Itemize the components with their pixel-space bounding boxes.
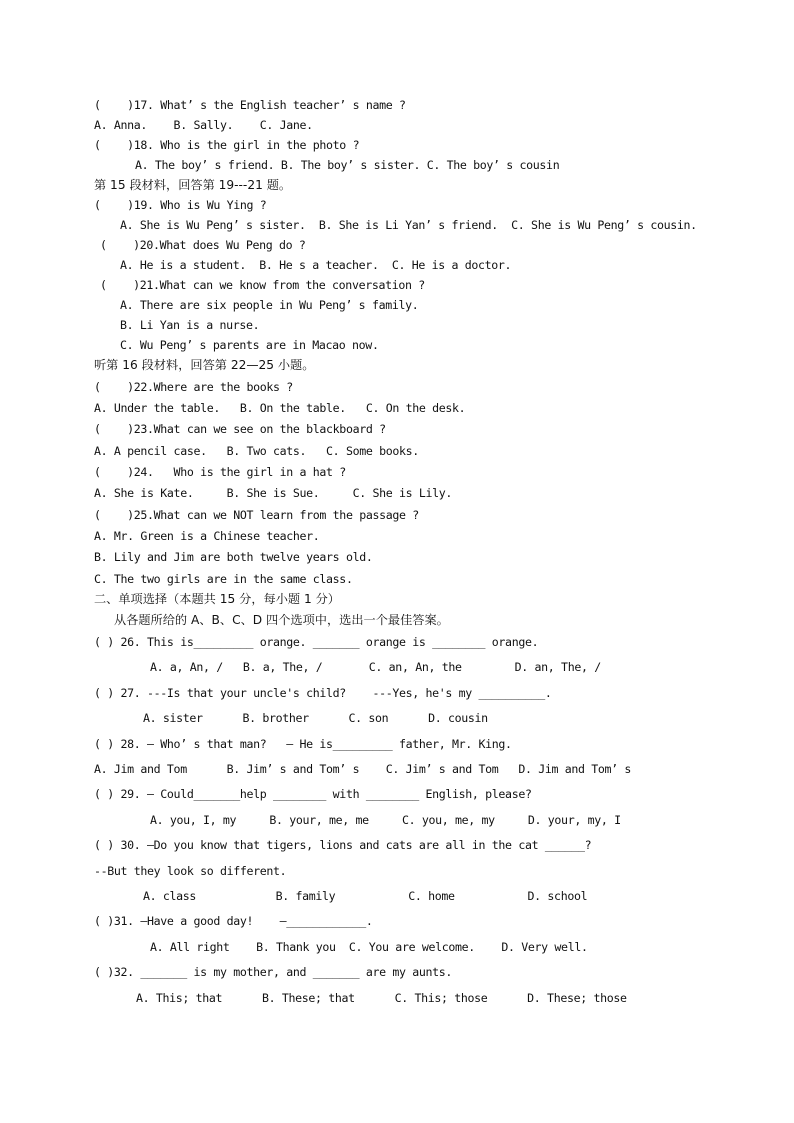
options-26: A. a, An, / B. a, The, / C. an, An, the D. an, The, / (150, 660, 601, 674)
section-title-single-choice: 二、单项选择（本题共 15 分，每小题 1 分） (94, 592, 340, 606)
options-27: A. sister B. brother C. son D. cousin (143, 711, 488, 725)
question-30-continued: --But they look so different. (94, 864, 287, 878)
options-22: A. Under the table. B. On the table. C. On the desk. (94, 401, 466, 415)
question-30: ( ) 30. —Do you know that tigers, lions and cats are all in the cat ______? (94, 838, 592, 852)
question-25: ( )25.What can we NOT learn from the passage ? (94, 508, 419, 522)
question-22: ( )22.Where are the books ? (94, 380, 293, 394)
question-18: ( )18. Who is the girl in the photo ? (94, 138, 360, 152)
question-23: ( )23.What can we see on the blackboard ? (94, 422, 386, 436)
options-18: A. The boy’ s friend. B. The boy’ s sister. C. The boy’ s cousin (135, 158, 560, 172)
options-20: A. He is a student. B. He s a teacher. C. He is a doctor. (120, 258, 512, 272)
option-21-c: C. Wu Peng’ s parents are in Macao now. (120, 338, 379, 352)
options-32: A. This; that B. These; that C. This; those D. These; those (136, 991, 627, 1005)
options-28: A. Jim and Tom B. Jim’ s and Tom’ s C. Jim’ s and Tom D. Jim and Tom’ s (94, 762, 632, 776)
question-20: ( )20.What does Wu Peng do ? (100, 238, 306, 252)
options-17: A. Anna. B. Sally. C. Jane. (94, 118, 313, 132)
question-27: ( ) 27. ---Is that your uncle's child? ---Yes, he's my __________. (94, 686, 552, 700)
options-30: A. class B. family C. home D. school (143, 889, 588, 903)
option-21-b: B. Li Yan is a nurse. (120, 318, 260, 332)
option-25-a: A. Mr. Green is a Chinese teacher. (94, 529, 320, 543)
question-21: ( )21.What can we know from the conversation ? (100, 278, 425, 292)
option-25-c: C. The two girls are in the same class. (94, 572, 353, 586)
section-instructions: 从各题所给的 A、B、C、D 四个选项中，选出一个最佳答案。 (114, 613, 449, 627)
section-heading-16: 听第 16 段材料，回答第 22—25 小题。 (94, 358, 315, 372)
question-24: ( )24. Who is the girl in a hat ? (94, 465, 346, 479)
question-28: ( ) 28. — Who’ s that man? — He is_________ father, Mr. King. (94, 737, 512, 751)
options-24: A. She is Kate. B. She is Sue. C. She is Lily. (94, 486, 453, 500)
option-25-b: B. Lily and Jim are both twelve years old. (94, 550, 373, 564)
question-32: ( )32. _______ is my mother, and _______ are my aunts. (94, 965, 453, 979)
question-19: ( )19. Who is Wu Ying ? (94, 198, 267, 212)
options-29: A. you, I, my B. your, me, me C. you, me, my D. your, my, I (150, 813, 621, 827)
options-31: A. All right B. Thank you C. You are welcome. D. Very well. (150, 940, 588, 954)
question-17: ( )17. What’ s the English teacher’ s name ? (94, 98, 406, 112)
option-21-a: A. There are six people in Wu Peng’ s family. (120, 298, 419, 312)
options-19: A. She is Wu Peng’ s sister. B. She is Li Yan’ s friend. C. She is Wu Peng’ s cousin. (120, 218, 697, 232)
question-31: ( )31. —Have a good day! —____________. (94, 914, 373, 928)
question-29: ( ) 29. — Could_______help ________ with ________ English, please? (94, 787, 532, 801)
options-23: A. A pencil case. B. Two cats. C. Some books. (94, 444, 419, 458)
question-26: ( ) 26. This is_________ orange. _______ orange is ________ orange. (94, 635, 539, 649)
section-heading-15: 第 15 段材料，回答第 19---21 题。 (94, 178, 292, 192)
